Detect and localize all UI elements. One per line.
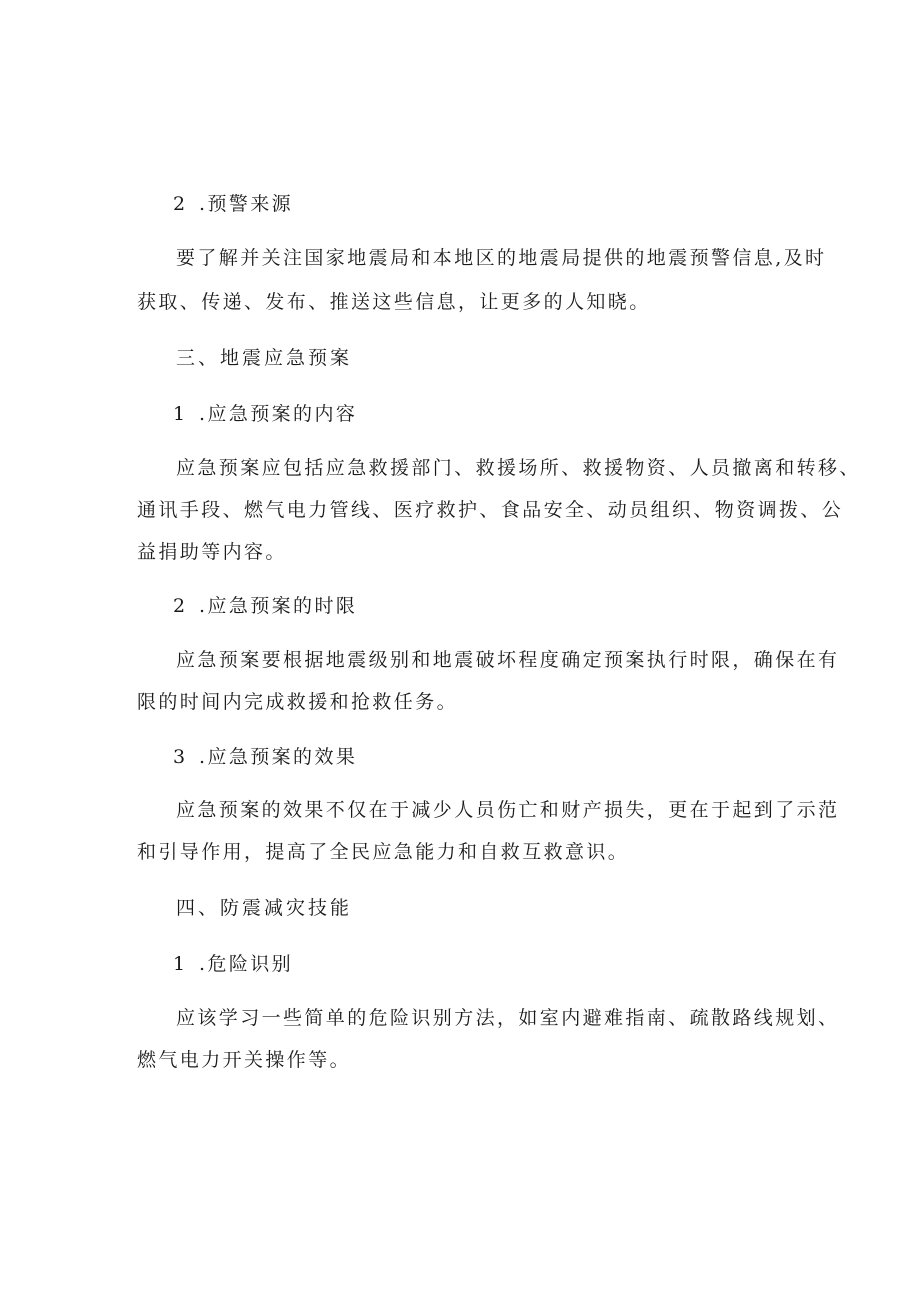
paragraph-line: 应该学习一些简单的危险识别方法，如室内避难指南、疏散路线规划、 — [176, 1007, 840, 1029]
paragraph-line: 益捐助等内容。 — [137, 541, 287, 563]
subsection-number: 1 — [173, 953, 186, 975]
subsection-title: .应急预案的效果 — [199, 746, 358, 768]
subsection-title: .危险识别 — [199, 953, 294, 975]
subsection-heading-plan-content — [173, 401, 920, 427]
paragraph-line: 要了解并关注国家地震局和本地区的地震局提供的地震预警信息,及时 — [176, 247, 827, 269]
subsection-heading-hazard-identification — [173, 951, 920, 977]
paragraph-line: 应急预案应包括应急救援部门、救援场所、救援物资、人员撤离和转移、 — [176, 457, 861, 479]
paragraph-line: 应急预案要根据地震级别和地震破坏程度确定预案执行时限，确保在有 — [176, 649, 840, 671]
section-heading-disaster-skills: 四、防震减灾技能 — [176, 897, 353, 919]
subsection-heading-plan-time-limit — [173, 593, 920, 619]
paragraph-line: 应急预案的效果不仅在于减少人员伤亡和财产损失，更在于起到了示范 — [176, 799, 840, 821]
subsection-heading-plan-effect — [173, 744, 920, 770]
subsection-number: 2 — [173, 595, 186, 617]
paragraph-line: 燃气电力开关操作等。 — [137, 1049, 352, 1071]
paragraph-line: 限的时间内完成救援和抢救任务。 — [137, 691, 459, 713]
paragraph-line: 通讯手段、燃气电力管线、医疗救护、食品安全、动员组织、物资调拨、公 — [137, 499, 844, 521]
paragraph-line: 获取、传递、发布、推送这些信息，让更多的人知晓。 — [137, 291, 651, 313]
subsection-title: .应急预案的时限 — [199, 595, 358, 617]
subsection-title: .预警来源 — [199, 193, 294, 215]
subsection-heading-warning-source — [173, 191, 920, 217]
subsection-number: 3 — [173, 746, 186, 768]
subsection-number: 2 — [173, 193, 186, 215]
paragraph-line: 和引导作用，提高了全民应急能力和自救互救意识。 — [137, 841, 630, 863]
section-heading-emergency-plan: 三、地震应急预案 — [176, 347, 353, 369]
subsection-number: 1 — [173, 403, 186, 425]
subsection-title: .应急预案的内容 — [199, 403, 358, 425]
